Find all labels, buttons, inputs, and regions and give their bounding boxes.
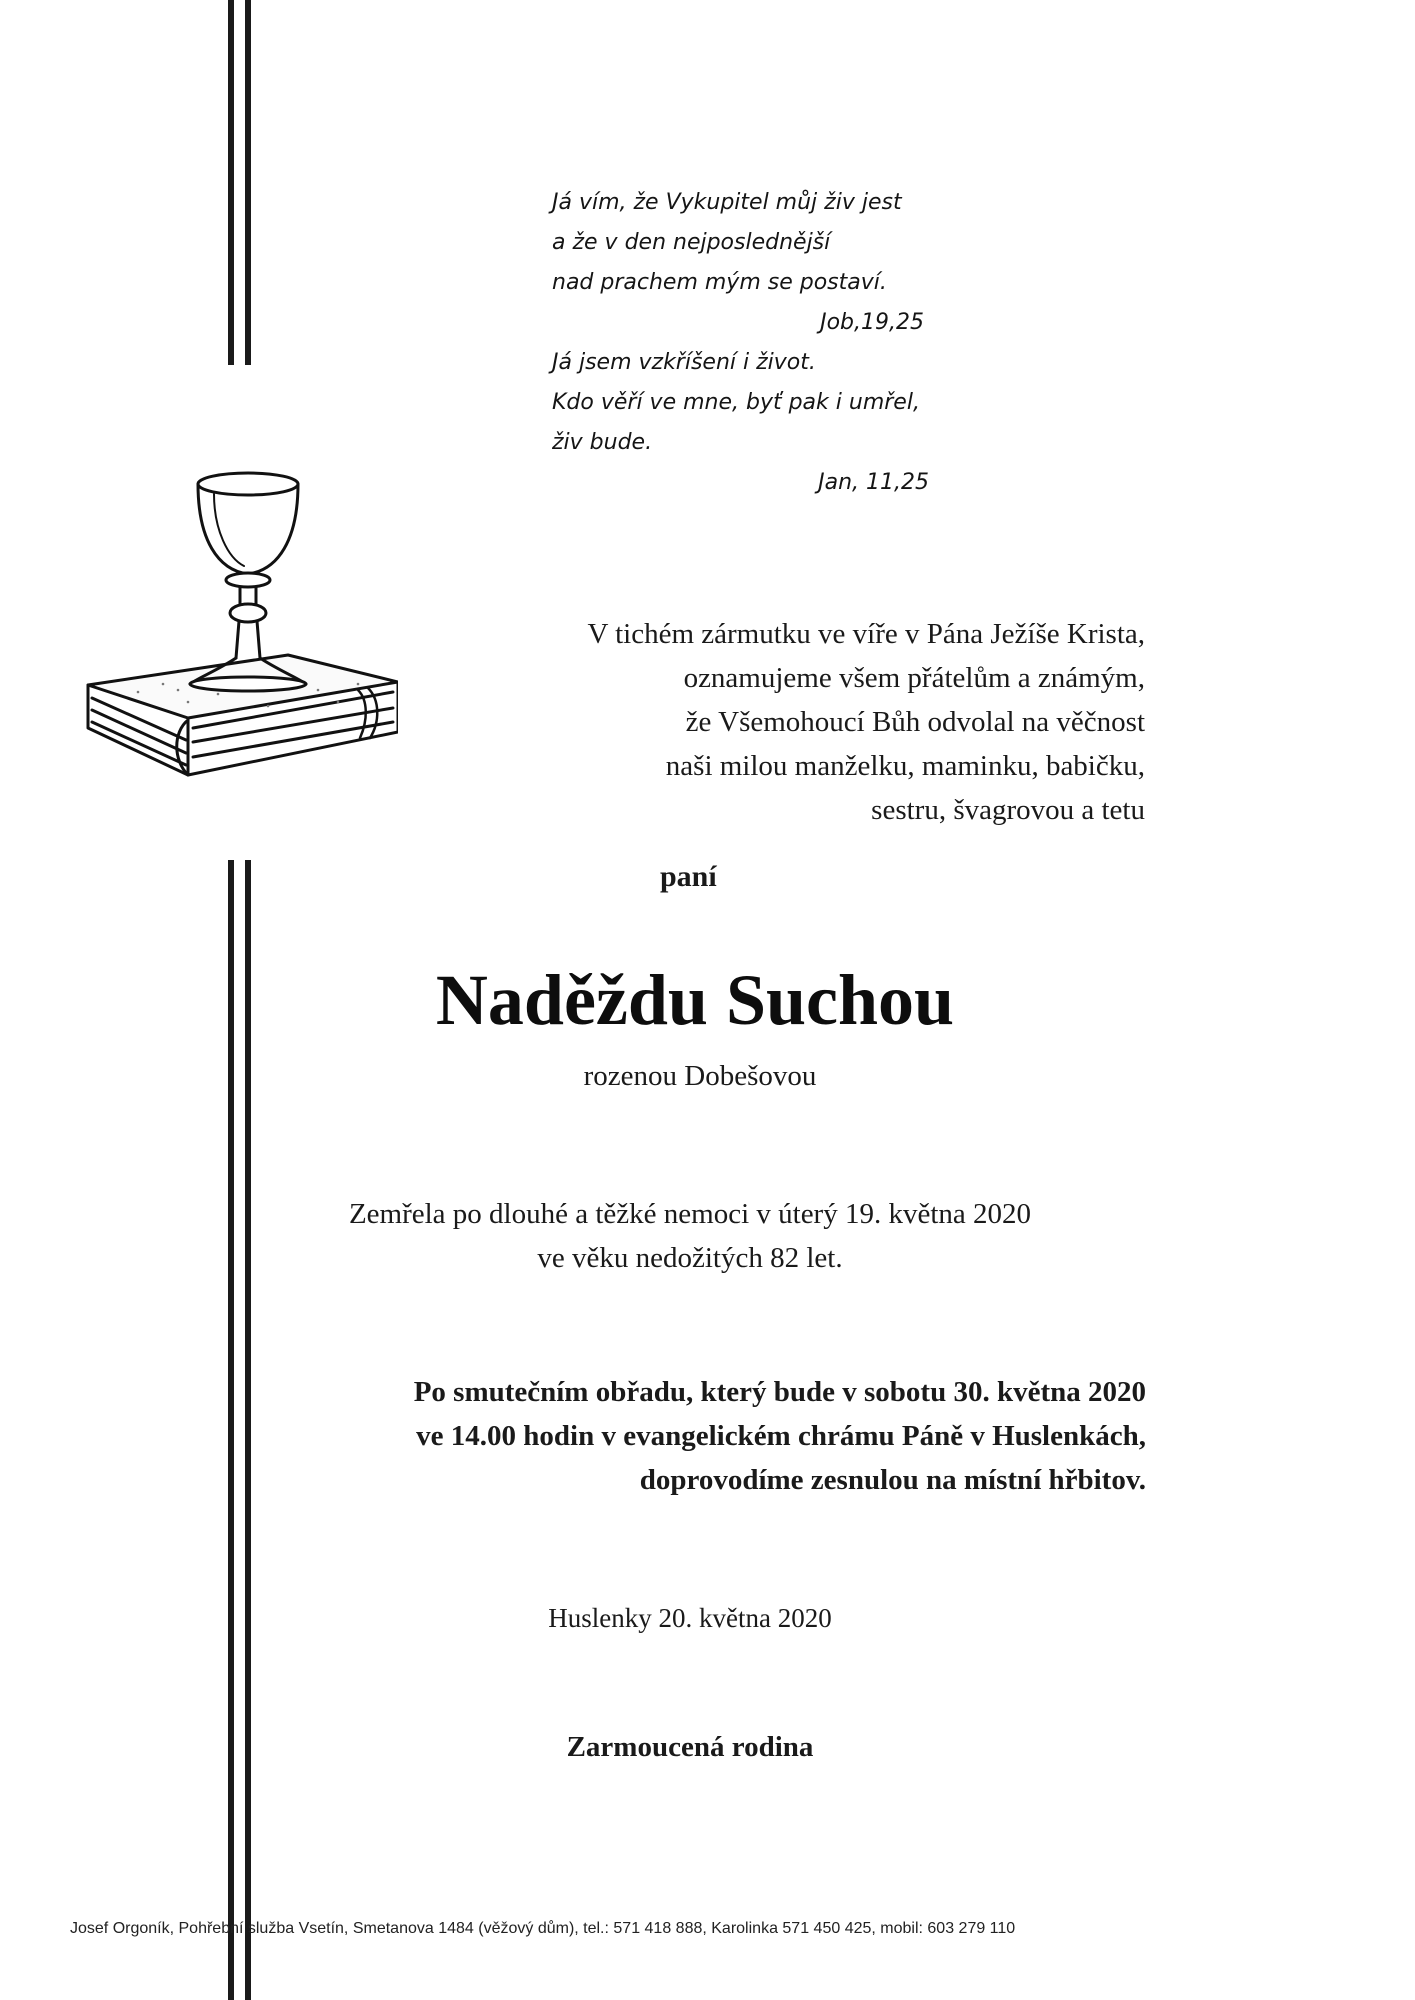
verse-line: nad prachem mým se postaví. — [552, 270, 887, 295]
announcement-line: naši milou manželku, maminku, babičku, — [665, 750, 1145, 782]
deceased-name: Naděždu Suchou — [435, 960, 955, 1040]
vertical-rule-bottom-left — [228, 860, 234, 2000]
funeral-line: doprovodíme zesnulou na místní hřbitov. — [639, 1464, 1146, 1496]
verse-reference: Jan, 11,25 — [818, 470, 929, 495]
verse-reference: Job,19,25 — [820, 310, 924, 335]
funeral-info — [260, 1370, 1146, 1502]
announcement-line: že Všemohoucí Bůh odvolal na věčnost — [685, 706, 1145, 738]
verse-line: živ bude. — [552, 430, 653, 455]
announcement-line: oznamujeme všem přátelům a známým, — [683, 662, 1145, 694]
funeral-line: ve 14.00 hodin v evangelickém chrámu Páně v Huslenkách, — [416, 1420, 1146, 1452]
verse-line: Kdo věří ve mne, byť pak i umřel, — [552, 390, 920, 415]
honorific: paní — [660, 860, 717, 893]
death-line: Zemřela po dlouhé a těžké nemoci v úterý 19. května 2020 — [348, 1198, 1032, 1230]
death-info — [250, 1192, 1130, 1280]
announcement-line: sestru, švagrovou a tetu — [871, 794, 1145, 826]
signature: Zarmoucená rodina — [566, 1731, 814, 1763]
vertical-rule-top-left — [228, 0, 234, 365]
verse-line: Já vím, že Vykupitel můj živ jest — [552, 190, 902, 215]
verse-line: a že v den nejposlednější — [552, 230, 831, 255]
vertical-rule-top-right — [245, 0, 251, 365]
chalice-on-book-icon — [68, 470, 398, 800]
funeral-line: Po smutečním obřadu, který bude v sobotu 30. května 2020 — [413, 1376, 1146, 1408]
verse-line: Já jsem vzkříšení i život. — [552, 350, 816, 375]
place-date: Huslenky 20. května 2020 — [548, 1603, 832, 1633]
announcement-paragraph — [440, 612, 1145, 832]
vertical-rule-bottom-right — [245, 860, 251, 2000]
footer-contact: Josef Orgoník, Pohřební služba Vsetín, Smetanova 1484 (věžový dům), tel.: 571 418 888, Karolinka 571 450 425, mobil: 603 279 110 — [70, 1920, 1016, 1937]
death-line: ve věku nedožitých 82 let. — [537, 1242, 843, 1274]
maiden-name: rozenou Dobešovou — [583, 1060, 817, 1092]
verse-block — [552, 183, 932, 503]
announcement-line: V tichém zármutku ve víře v Pána Ježíše Krista, — [587, 618, 1145, 650]
